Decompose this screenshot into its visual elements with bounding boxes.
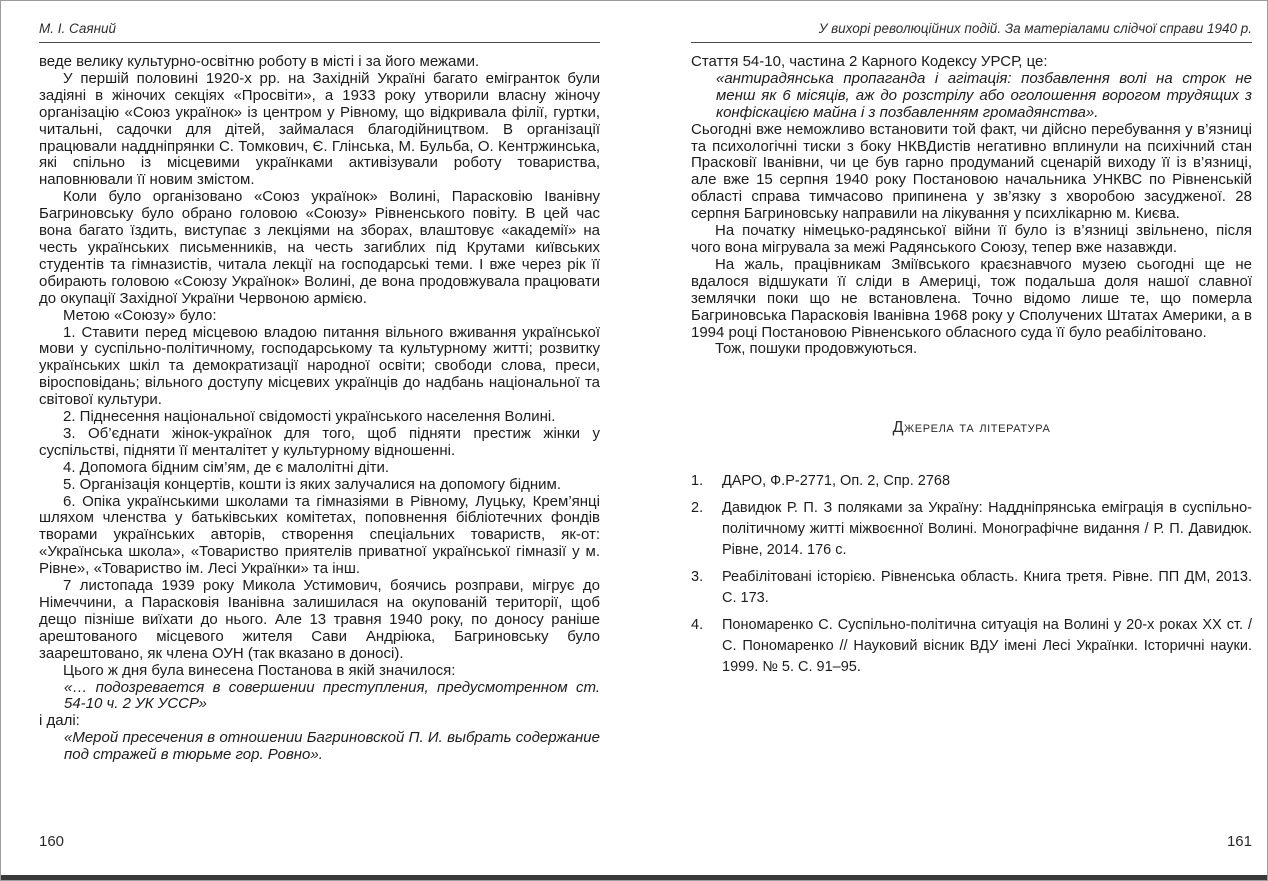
- reference-number: 1.: [691, 473, 704, 490]
- paragraph: На початку німецько-радянської війни її було із в’язниці звільнено, після чого вона мігрувала за межі Радянського Союзу, тепер вже назавжди.: [691, 222, 1252, 256]
- list-paragraph: 3. Об’єднати жінок-українок для того, щоб підняти престиж жінки у суспільстві, підняти її менталітет у культурному відношенні.: [39, 424, 600, 459]
- paragraph: веде велику культурно-освітню роботу в місті і за його межами.: [39, 53, 480, 70]
- paragraph: 7 листопада 1939 року Микола Устимович, боячись розправи, мігрує до Німеччини, а Парасковія Іванівна залишилася на окупованій території, щоб дещо пізніше виїхати до нього. Але 13 травня 1940 року, по доносу раніше арештованого місцевого жителя Сави Андріюка, Багриновську було заарештовано, як члена ОУН (так вказано в доносі).: [39, 577, 600, 662]
- left-page: [1, 1, 634, 880]
- reference-text: Пономаренко С. Суспільно-політична ситуація на Волині у 20-х роках ХХ ст. / С. Пономаренко // Науковий вісник ВДУ імені Лесі Українки. Історичні науки. 1999. № 5. С. 91–95.: [722, 617, 1252, 676]
- paragraph: Метою «Союзу» було:: [63, 306, 217, 324]
- right-page: [634, 1, 1267, 880]
- references-list: [691, 471, 1252, 678]
- running-header-left: М. І. Саяний: [39, 21, 117, 36]
- paragraph: У першій половині 1920-х рр. на Західній Україні багато емігранток були задіяні в жіночих секціях «Просвіти», а 1933 року утворили власну жіночу організацію «Союз українок» із центром у Рівному, що відкривала філії, гуртки, читальні, садочки для дітей, займалася благодійництвом. В організації працювали наддніпрянки С. Томкович, Є. Глінська, М. Бульба, О. Кентржинська, які спільно із місцевими українками активізували роботу товариства, наповнювали її новим змістом.: [39, 69, 600, 189]
- paragraph: На жаль, працівникам Зміївського краєзнавчого музею сьогодні ще не вдалося відшукати її сліди в Америці, тож подальша доля нашої славної землячки поки що не встановлена. Точно відомо лише те, що померла Багриновська Парасковія Іванівна 1968 року у Сполучених Штатах Америки, а в 1994 році Постановою Рівненського обласного суда її було реабілітовано.: [691, 255, 1252, 341]
- paragraph: і далі:: [39, 712, 80, 730]
- bottom-edge-bar: [1, 875, 1267, 880]
- list-paragraph: 2. Піднесення національної свідомості українського населення Волині.: [63, 408, 556, 426]
- quote-block: «антирадянська пропаганда і агітація: позбавлення волі на строк не менш як 6 місяців, аж до розстрілу або оголошення ворогом трудящих з конфіскацією майна і з позбавленням громадянства».: [716, 69, 1252, 121]
- paragraph: Тож, пошуки продовжуються.: [715, 340, 918, 358]
- list-paragraph: 5. Організація концертів, кошти із яких залучалися на допомогу бідним.: [63, 475, 562, 493]
- paragraph: Коли було організовано «Союз українок» Волині, Парасковію Іванівну Багриновську було обрано головою «Союзу» Рівненського повіту. В цей час вона багато їздить, виступає з лекціями на зборах, влаштовує «академії» на честь українських письменників, на честь загиблих під Крутами київських студентів та гімназистів, читала лекції на господарські теми. І вже через рік її обирають головою «Союзу Українок» Волині, де вона продовжувала працювати до окупації Західної України Червоною армією.: [39, 188, 600, 307]
- list-paragraph: 4. Допомога бідним сім’ям, де є малолітні діти.: [63, 458, 390, 476]
- header-rule-right: [691, 42, 1252, 43]
- page-number-right: 161: [1226, 833, 1252, 850]
- quote-block: «… подозревается в совершении преступления, предусмотренном ст. 54-10 ч. 2 УК УССР»: [64, 678, 600, 713]
- running-header-right: У вихорі революційних подій. За матеріалами слідчої справи 1940 р.: [818, 21, 1252, 36]
- page-number-left: 160: [39, 833, 65, 850]
- list-paragraph: 6. Опіка українськими школами та гімназіями в Рівному, Луцьку, Крем’янці шляхом членства у батьківських комітетах, поповнення бібліотечних фондів творами українських авторів, створення спеціальних товариств, як-от: «Українська школа», «Товариство приятелів приватної української гімназії у м. Рівне», «Товариство ім. Лесі Українки» та інш.: [39, 492, 600, 578]
- reference-text: Реабілітовані історією. Рівненська область. Книга третя. Рівне. ПП ДМ, 2013. С. 173.: [722, 569, 1252, 607]
- reference-item: [691, 615, 1252, 678]
- quote-block: «Мерой пресечения в отношении Багриновской П. И. выбрать содержание под стражей в тюрьме гор. Ровно».: [64, 729, 600, 764]
- reference-item: [691, 498, 1252, 561]
- reference-number: 3.: [691, 569, 704, 586]
- paragraph: Стаття 54-10, частина 2 Карного Кодексу УРСР, це:: [691, 53, 1048, 70]
- section-heading: Джерела та література: [892, 419, 1051, 437]
- reference-item: [691, 567, 1252, 609]
- reference-number: 2.: [691, 500, 704, 517]
- header-rule-left: [39, 42, 600, 43]
- reference-text: Давидюк Р. П. З поляками за Україну: Наддніпрянська еміграція в суспільно-політичному житті міжвоєнної Волині. Монографічне видання / Р. П. Давидюк. Рівне, 2014. 176 с.: [722, 500, 1252, 559]
- paragraph: Сьогодні вже неможливо встановити той факт, чи дійсно перебування у в’язниці та психологічні тиски з боку НКВДистів негативно вплинули на психічний стан Прасковії Іванівни, чи це був гарно продуманий сценарій виходу її із в’язниці, але вже 15 серпня 1940 року Постановою начальника УНКВС по Рівненській області справа тимчасово припинена у зв’язку з хворобою засудженої. 28 серпня Багриновську направили на лікування у психлікарню м. Києва.: [691, 120, 1252, 223]
- right-page-body: [691, 54, 1252, 678]
- reference-number: 4.: [691, 617, 704, 634]
- left-page-body: [39, 54, 600, 764]
- paragraph: Цього ж дня була винесена Постанова в якій значилося:: [63, 661, 456, 679]
- list-paragraph: 1. Ставити перед місцевою владою питання вільного вживання української мови у суспільно-політичному, господарському та культурному житті; розвитку українських шкіл та демократизації народної освіти; свободи слова, преси, віросповідань; вільного доступу місцевих українців до надбань національної та світової культури.: [39, 323, 600, 409]
- reference-item: [691, 471, 1252, 492]
- reference-text: ДАРО, Ф.Р-2771, Оп. 2, Спр. 2768: [722, 473, 951, 490]
